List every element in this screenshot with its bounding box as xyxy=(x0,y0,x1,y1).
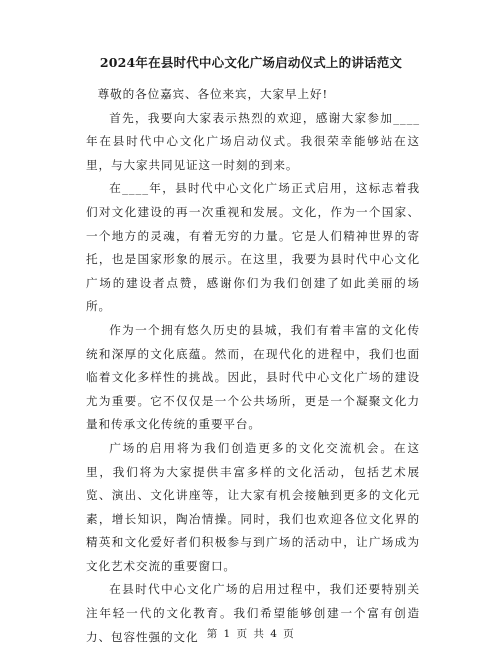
page-number-footer: 第 1 页 共 4 页 xyxy=(206,628,296,640)
body-paragraph: 首先，我要向大家表示热烈的欢迎，感谢大家参加____年在县时代中心文化广场启动仪式。我很荣幸能够站在这里，与大家共同见证这一时刻的到来。 xyxy=(86,110,420,172)
body-paragraph: 广场的启用将为我们创造更多的文化交流机会。在这里，我们将为大家提供丰富多样的文化活动，包括艺术展览、演出、文化讲座等，让大家有机会接触到更多的文化元素，增长知识，陶冶情操。同时，我们也欢迎各位文化界的精英和文化爱好者们积极参与到广场的活动中，让广场成为文化艺术交流的重要窗口。 xyxy=(86,440,420,573)
body-paragraph: 作为一个拥有悠久历史的县城，我们有着丰富的文化传统和深厚的文化底蕴。然而，在现代化的进程中，我们也面临着文化多样性的挑战。因此，县时代中心文化广场的建设尤为重要。它不仅仅是一个公共场所，更是一个凝聚文化力量和传承文化传统的重要平台。 xyxy=(86,322,420,432)
document-title: 2024年在县时代中心文化广场启动仪式上的讲话范文 xyxy=(99,55,403,70)
body-paragraph: 在县时代中心文化广场的启用过程中，我们还要特别关注年轻一代的文化教育。我们希望能够创建一个富有创造力、包容性强的文化 xyxy=(86,582,420,644)
body-paragraph: 在____年，县时代中心文化广场正式启用，这标志着我们对文化建设的再一次重视和发展。文化，作为一个国家、一个地方的灵魂，有着无穷的力量。它是人们精神世界的寄托，也是国家形象的展示。在这里，我要为县时代中心文化广场的建设者点赞，感谢你们为我们创建了如此美丽的场所。 xyxy=(86,181,420,314)
document-body xyxy=(86,83,420,649)
greeting-paragraph: 尊敬的各位嘉宾、各位来宾，大家早上好! xyxy=(97,87,329,101)
